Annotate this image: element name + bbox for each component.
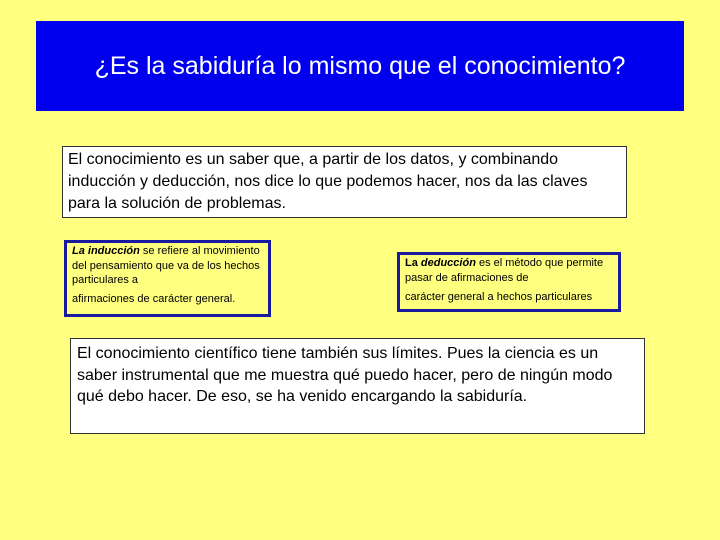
induction-term: inducción — [87, 245, 140, 257]
deduction-box — [397, 252, 621, 312]
deduction-text: es el método que permite pasar de afirmaciones de — [405, 257, 604, 284]
slide-title: ¿Es la sabiduría lo mismo que el conocimiento? — [36, 21, 684, 111]
induction-box — [64, 240, 271, 317]
induction-text: se refiere al movimiento del pensamiento que va de los hechos particulares a — [72, 245, 260, 286]
science-limits: El conocimiento científico tiene también sus límites. Pues la ciencia es un saber instrumental que me muestra qué puedo hacer, pero de ningún modo qué debo hacer. De eso, se ha venido encargando la sabiduría. — [70, 338, 645, 434]
knowledge-definition: El conocimiento es un saber que, a partir de los datos, y combinando inducción y deducción, nos dice lo que podemos hacer, nos da las claves para la solución de problemas. — [62, 146, 627, 218]
induction-term-prefix: La — [72, 245, 85, 257]
deduction-last-line: carácter general a hechos particulares — [405, 291, 593, 303]
induction-last-line: afirmaciones de carácter general. — [72, 292, 236, 305]
deduction-term: deducción — [420, 257, 476, 269]
deduction-term-prefix: La — [405, 257, 421, 269]
